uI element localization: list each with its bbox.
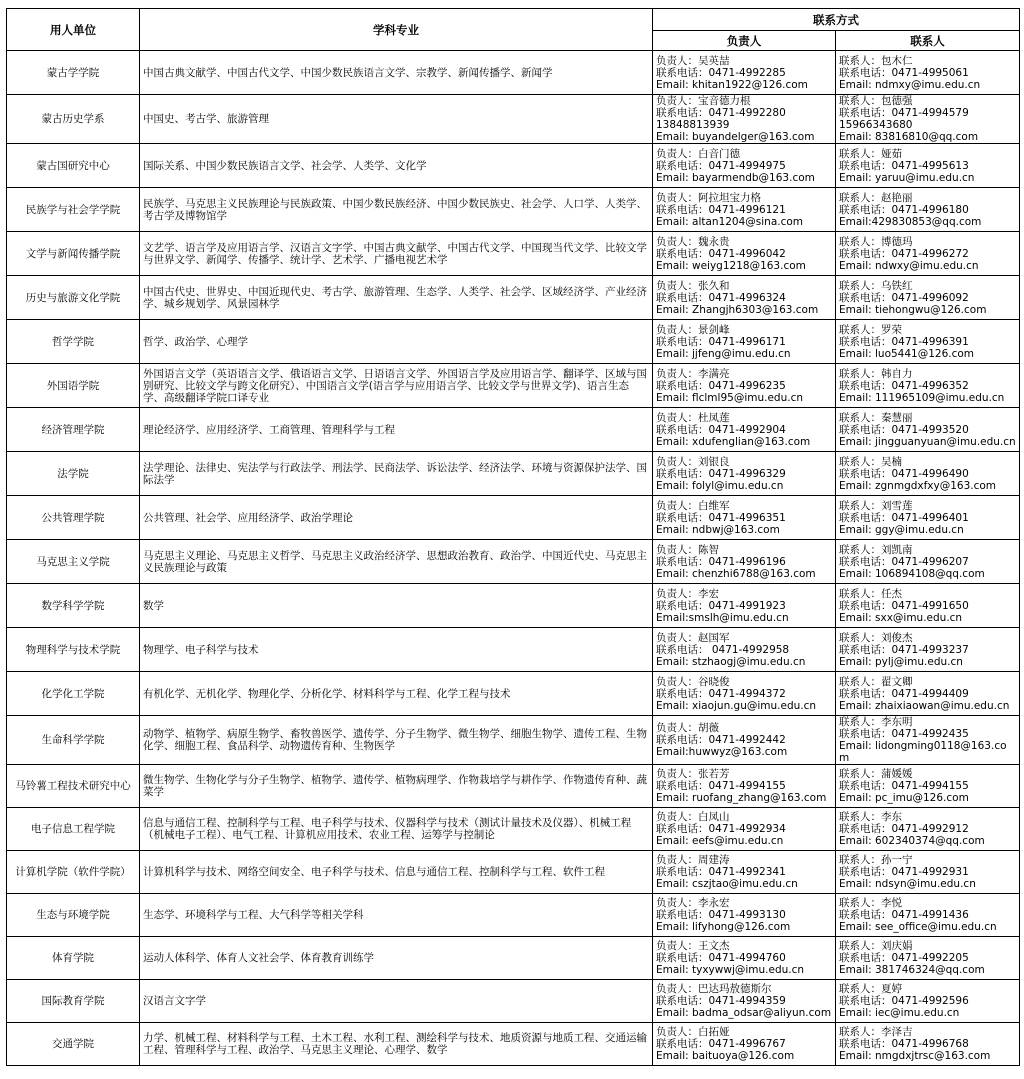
unit-cell: 生态与环境学院	[7, 894, 140, 937]
head-contact-cell: 负责人：李满亮 联系电话：0471-4996235 Email: flclml95@imu.edu.cn	[653, 364, 836, 408]
major-cell: 有机化学、无机化学、物理化学、分析化学、材料科学与工程、化学工程与技术	[140, 672, 653, 716]
unit-cell: 文学与新闻传播学院	[7, 232, 140, 276]
table-row	[7, 232, 1020, 276]
liaison-contact-cell: 联系人：刘俊杰 联系电话：0471-4993237 Email: pylj@imu.edu.cn	[836, 628, 1020, 672]
unit-cell: 国际教育学院	[7, 980, 140, 1023]
head-contact-cell: 负责人：阿拉坦宝力格 联系电话：0471-4996121 Email: altan1204@sina.com	[653, 188, 836, 232]
table-row	[7, 364, 1020, 408]
recruitment-contact-table	[6, 8, 1020, 1066]
unit-cell: 交通学院	[7, 1023, 140, 1066]
head-contact-cell: 负责人：白音门德 联系电话：0471-4994975 Email: bayarmendb@163.com	[653, 144, 836, 188]
head-contact-cell: 负责人：白拓娅 联系电话：0471-4996767 Email: baituoya@126.com	[653, 1023, 836, 1066]
head-contact-cell: 负责人：王文杰 联系电话：0471-4994760 Email: tyxywwj@imu.edu.cn	[653, 937, 836, 980]
table-row	[7, 628, 1020, 672]
unit-cell: 蒙古国研究中心	[7, 144, 140, 188]
major-cell: 文艺学、语言学及应用语言学、汉语言文字学、中国古典文献学、中国古代文学、中国现当代文学、比较文学与世界文学、新闻学、传播学、统计学、艺术学、广播电视艺术学	[140, 232, 653, 276]
unit-cell: 马铃薯工程技术研究中心	[7, 765, 140, 808]
table-row	[7, 95, 1020, 144]
liaison-contact-cell: 联系人：娅茹 联系电话：0471-4995613 Email: yaruu@imu.edu.cn	[836, 144, 1020, 188]
head-contact-cell: 负责人：陈智 联系电话：0471-4996196 Email: chenzhi6788@163.com	[653, 540, 836, 584]
head-contact-cell: 负责人：魏永贵 联系电话：0471-4996042 Email: weiyg1218@163.com	[653, 232, 836, 276]
major-cell: 汉语言文字学	[140, 980, 653, 1023]
head-contact-cell: 负责人：周建涛 联系电话：0471-4992341 Email: cszjtao@imu.edu.cn	[653, 851, 836, 894]
table-row	[7, 937, 1020, 980]
unit-cell: 体育学院	[7, 937, 140, 980]
liaison-contact-cell: 联系人：吴楠 联系电话：0471-4996490 Email: zgnmgdxfxy@163.com	[836, 452, 1020, 496]
table-row	[7, 144, 1020, 188]
major-cell: 计算机科学与技术、网络空间安全、电子科学与技术、信息与通信工程、控制科学与工程、软件工程	[140, 851, 653, 894]
liaison-contact-cell: 联系人：韩自力 联系电话：0471-4996352 Email: 111965109@imu.edu.cn	[836, 364, 1020, 408]
major-cell: 法学理论、法律史、宪法学与行政法学、刑法学、民商法学、诉讼法学、经济法学、环境与资源保护法学、国际法学	[140, 452, 653, 496]
liaison-contact-cell: 联系人：秦慧丽 联系电话：0471-4993520 Email: jingguanyuan@imu.edu.cn	[836, 408, 1020, 452]
liaison-contact-cell: 联系人：李东 联系电话：0471-4992912 Email: 602340374@qq.com	[836, 808, 1020, 851]
liaison-contact-cell: 联系人：刘庆娟 联系电话：0471-4992205 Email: 381746324@qq.com	[836, 937, 1020, 980]
major-cell: 中国古典文献学、中国古代文学、中国少数民族语言文学、宗教学、新闻传播学、新闻学	[140, 51, 653, 95]
table-row	[7, 808, 1020, 851]
header-major: 学科专业	[140, 9, 653, 51]
unit-cell: 马克思主义学院	[7, 540, 140, 584]
head-contact-cell: 负责人：宝音德力根 联系电话：0471-4992280 13848813939 Email: buyandelger@163.com	[653, 95, 836, 144]
table-row	[7, 980, 1020, 1023]
head-contact-cell: 负责人：白维军 联系电话：0471-4996351 Email: ndbwj@163.com	[653, 496, 836, 540]
liaison-contact-cell: 联系人：刘雪莲 联系电话：0471-4996401 Email: ggy@imu.edu.cn	[836, 496, 1020, 540]
table-row	[7, 894, 1020, 937]
unit-cell: 数学科学学院	[7, 584, 140, 628]
major-cell: 理论经济学、应用经济学、工商管理、管理科学与工程	[140, 408, 653, 452]
head-contact-cell: 负责人：张若芳 联系电话：0471-4994155 Email: ruofang_zhang@163.com	[653, 765, 836, 808]
major-cell: 动物学、植物学、病原生物学、畜牧兽医学、遗传学、分子生物学、微生物学、细胞生物学、遗传工程、生物化学、细胞工程、食品科学、动物遗传育种、生物医学	[140, 716, 653, 765]
liaison-contact-cell: 联系人：博德玛 联系电话：0471-4996272 Email: ndwxy@imu.edu.cn	[836, 232, 1020, 276]
unit-cell: 蒙古学学院	[7, 51, 140, 95]
head-contact-cell: 负责人：巴达玛敖德斯尔 联系电话：0471-4994359 Email: badma_odsar@aliyun.com	[653, 980, 836, 1023]
liaison-contact-cell: 联系人：包木仁 联系电话：0471-4995061 Email: ndmxy@imu.edu.cn	[836, 51, 1020, 95]
major-cell: 马克思主义理论、马克思主义哲学、马克思主义政治经济学、思想政治教育、政治学、中国近代史、马克思主义民族理论与政策	[140, 540, 653, 584]
head-contact-cell: 负责人：杜凤莲 联系电话：0471-4992904 Email: xdufenglian@163.com	[653, 408, 836, 452]
major-cell: 运动人体科学、体育人文社会学、体育教育训练学	[140, 937, 653, 980]
liaison-contact-cell: 联系人：刘凯南 联系电话：0471-4996207 Email: 106894108@qq.com	[836, 540, 1020, 584]
header-unit: 用人单位	[7, 9, 140, 51]
major-cell: 数学	[140, 584, 653, 628]
table-row	[7, 452, 1020, 496]
head-contact-cell: 负责人：胡薇 联系电话：0471-4992442 Email:huwwyz@163.com	[653, 716, 836, 765]
major-cell: 公共管理、社会学、应用经济学、政治学理论	[140, 496, 653, 540]
liaison-contact-cell: 联系人：李泽吉 联系电话：0471-4996768 Email: nmgdxjtrsc@163.com	[836, 1023, 1020, 1066]
unit-cell: 公共管理学院	[7, 496, 140, 540]
unit-cell: 生命科学学院	[7, 716, 140, 765]
major-cell: 微生物学、生物化学与分子生物学、植物学、遗传学、植物病理学、作物栽培学与耕作学、作物遗传育种、蔬菜学	[140, 765, 653, 808]
major-cell: 生态学、环境科学与工程、大气科学等相关学科	[140, 894, 653, 937]
header-liaison: 联系人	[836, 31, 1020, 51]
header-contact: 联系方式	[653, 9, 1020, 31]
unit-cell: 外国语学院	[7, 364, 140, 408]
liaison-contact-cell: 联系人：蒲媛媛 联系电话：0471-4994155 Email: pc_imu@126.com	[836, 765, 1020, 808]
unit-cell: 法学院	[7, 452, 140, 496]
head-contact-cell: 负责人：吴英喆 联系电话：0471-4992285 Email: khitan1922@126.com	[653, 51, 836, 95]
header-row-1	[7, 9, 1020, 31]
table-row	[7, 1023, 1020, 1066]
major-cell: 中国史、考古学、旅游管理	[140, 95, 653, 144]
table-row	[7, 540, 1020, 584]
unit-cell: 电子信息工程学院	[7, 808, 140, 851]
major-cell: 哲学、政治学、心理学	[140, 320, 653, 364]
table-row	[7, 851, 1020, 894]
table-row	[7, 408, 1020, 452]
table-row	[7, 672, 1020, 716]
table-row	[7, 276, 1020, 320]
head-contact-cell: 负责人：张久和 联系电话：0471-4996324 Email: Zhangjh6303@163.com	[653, 276, 836, 320]
liaison-contact-cell: 联系人：夏婷 联系电话：0471-4992596 Email: iec@imu.edu.cn	[836, 980, 1020, 1023]
unit-cell: 物理科学与技术学院	[7, 628, 140, 672]
liaison-contact-cell: 联系人：翟文卿 联系电话：0471-4994409 Email: zhaixiaowan@imu.edu.cn	[836, 672, 1020, 716]
head-contact-cell: 负责人：白凤山 联系电话：0471-4992934 Email: eefs@imu.edu.cn	[653, 808, 836, 851]
liaison-contact-cell: 联系人：乌铁红 联系电话：0471-4996092 Email: tiehongwu@126.com	[836, 276, 1020, 320]
major-cell: 物理学、电子科学与技术	[140, 628, 653, 672]
liaison-contact-cell: 联系人：赵艳丽 联系电话：0471-4996180 Email:429830853@qq.com	[836, 188, 1020, 232]
major-cell: 外国语言文学（英语语言文学、俄语语言文学、日语语言文学、外国语言学及应用语言学、翻译学、区域与国别研究、比较文学与跨文化研究）、中国语言文学(语言学与应用语言学、比较文学与世界文学)、语言生态学、高级翻译学院口译专业	[140, 364, 653, 408]
head-contact-cell: 负责人：刘银良 联系电话：0471-4996329 Email: folyl@imu.edu.cn	[653, 452, 836, 496]
header-head: 负责人	[653, 31, 836, 51]
liaison-contact-cell: 联系人：李悦 联系电话：0471-4991436 Email: see_office@imu.edu.cn	[836, 894, 1020, 937]
major-cell: 民族学、马克思主义民族理论与民族政策、中国少数民族经济、中国少数民族史、社会学、人口学、人类学、考古学及博物馆学	[140, 188, 653, 232]
head-contact-cell: 负责人：李永宏 联系电话：0471-4993130 Email: lifyhong@126.com	[653, 894, 836, 937]
table-row	[7, 584, 1020, 628]
table-row	[7, 51, 1020, 95]
head-contact-cell: 负责人：景剑峰 联系电话：0471-4996171 Email: jjfeng@imu.edu.cn	[653, 320, 836, 364]
unit-cell: 哲学学院	[7, 320, 140, 364]
liaison-contact-cell: 联系人：罗荣 联系电话：0471-4996391 Email: luo5441@126.com	[836, 320, 1020, 364]
table-row	[7, 716, 1020, 765]
head-contact-cell: 负责人：赵国军 联系电话： 0471-4992958 Email: stzhaogj@imu.edu.cn	[653, 628, 836, 672]
unit-cell: 化学化工学院	[7, 672, 140, 716]
major-cell: 国际关系、中国少数民族语言文学、社会学、人类学、文化学	[140, 144, 653, 188]
unit-cell: 历史与旅游文化学院	[7, 276, 140, 320]
major-cell: 力学、机械工程、材料科学与工程、土木工程、水利工程、测绘科学与技术、地质资源与地质工程、交通运输工程、管理科学与工程、政治学、马克思主义理论、心理学、数学	[140, 1023, 653, 1066]
liaison-contact-cell: 联系人：孙一宁 联系电话：0471-4992931 Email: ndsyn@imu.edu.cn	[836, 851, 1020, 894]
head-contact-cell: 负责人：谷晓俊 联系电话：0471-4994372 Email: xiaojun.gu@imu.edu.cn	[653, 672, 836, 716]
unit-cell: 计算机学院（软件学院）	[7, 851, 140, 894]
liaison-contact-cell: 联系人：李东明 联系电话：0471-4992435 Email: lidongming0118@163.com	[836, 716, 1020, 765]
unit-cell: 经济管理学院	[7, 408, 140, 452]
major-cell: 中国古代史、世界史、中国近现代史、考古学、旅游管理、生态学、人类学、社会学、区域经济学、产业经济学、城乡规划学、风景园林学	[140, 276, 653, 320]
head-contact-cell: 负责人：李宏 联系电话：0471-4991923 Email:smslh@imu.edu.cn	[653, 584, 836, 628]
table-row	[7, 188, 1020, 232]
unit-cell: 民族学与社会学学院	[7, 188, 140, 232]
table-row	[7, 765, 1020, 808]
liaison-contact-cell: 联系人：包德强 联系电话：0471-4994579 15966343680 Email: 83816810@qq.com	[836, 95, 1020, 144]
table-row	[7, 320, 1020, 364]
major-cell: 信息与通信工程、控制科学与工程、电子科学与技术、仪器科学与技术（测试计量技术及仪器）、机械工程（机械电子工程）、电气工程、计算机应用技术、农业工程、运筹学与控制论	[140, 808, 653, 851]
table-row	[7, 496, 1020, 540]
liaison-contact-cell: 联系人：任杰 联系电话：0471-4991650 Email: sxx@imu.edu.cn	[836, 584, 1020, 628]
unit-cell: 蒙古历史学系	[7, 95, 140, 144]
